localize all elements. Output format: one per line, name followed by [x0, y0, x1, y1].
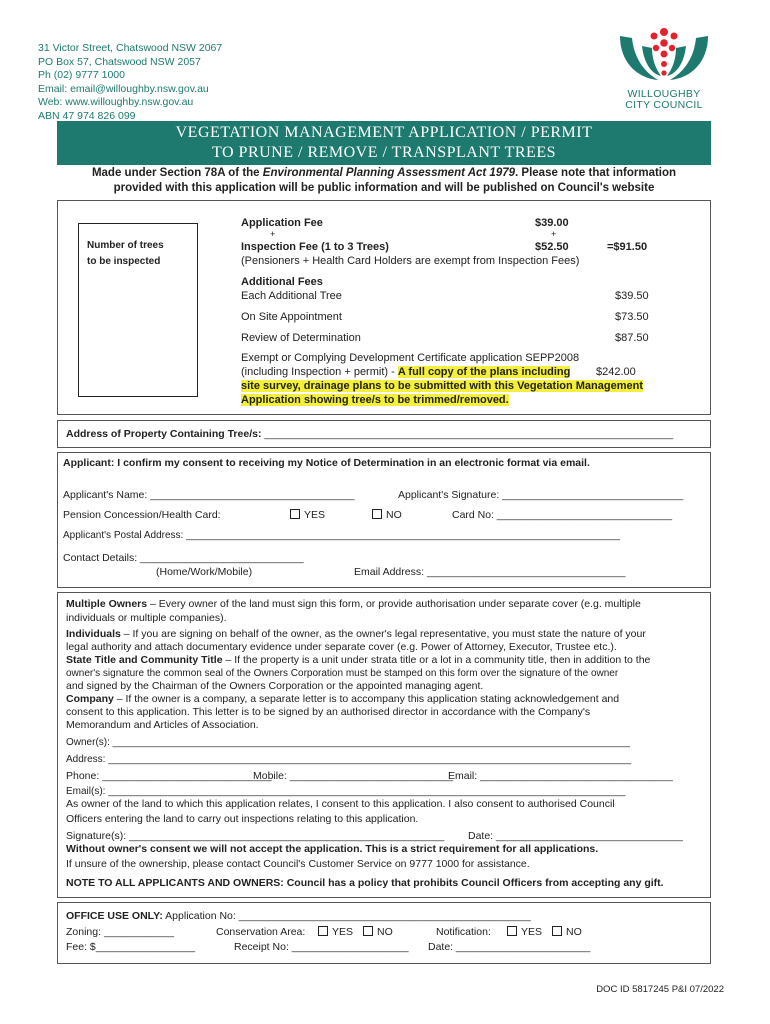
multiple-owners-text: – Every owner of the land must sign this form, or provide authorisation under separate cover (e.g. multiple	[147, 598, 641, 610]
yes-label: YES	[521, 926, 543, 938]
state-title-text: – If the property is a unit under strata title or a lot in a community title, then in addition to the	[222, 654, 651, 666]
exempt-cdc-value: $242.00	[596, 366, 636, 378]
web-line: Web: www.willoughby.nsw.gov.au	[38, 96, 194, 108]
pension-no-option[interactable]	[372, 509, 402, 521]
fee-field[interactable]: Fee: $_________________	[66, 941, 196, 953]
fee-row-value: $73.50	[615, 311, 649, 323]
logo-text-line2: CITY COUNCIL	[625, 99, 703, 111]
exempt-cdc-line2: (including Inspection + permit) -	[241, 366, 398, 378]
office-use-section	[57, 902, 711, 964]
yes-label: YES	[332, 926, 354, 938]
legislation-note	[57, 166, 711, 196]
plus-sign: +	[551, 229, 557, 239]
application-fee-label: Application Fee	[241, 217, 323, 229]
applicant-email-field[interactable]: Email Address: __________________________________	[354, 566, 626, 578]
checkbox-icon[interactable]	[363, 926, 373, 936]
owners-phone-field[interactable]: Phone: _____________________________	[66, 770, 272, 782]
multiple-owners-heading: Multiple Owners	[66, 598, 148, 610]
logo-icon	[614, 26, 714, 84]
additional-fees-heading: Additional Fees	[241, 276, 323, 288]
abn-line: ABN 47 974 826 099	[38, 109, 136, 122]
owners-email-field[interactable]: Email: _________________________________	[448, 770, 673, 782]
fee-row-value: $87.50	[615, 332, 649, 344]
no-label: NO	[377, 926, 393, 938]
checkbox-icon[interactable]	[372, 509, 382, 519]
notification-label: Notification:	[436, 926, 491, 938]
card-number-field[interactable]: Card No: ______________________________	[452, 509, 673, 521]
fee-row-label: On Site Appointment	[241, 311, 342, 323]
fee-row-value: $39.50	[615, 290, 649, 302]
exempt-cdc-line: Exempt or Complying Development Certificate application SEPP2008	[241, 352, 580, 364]
address-line: PO Box 57, Chatswood NSW 2057	[38, 55, 201, 68]
company-text-3: Memorandum and Articles of Association.	[66, 719, 259, 731]
state-title-text-2: owner's signature the common seal of the Owners Corporation must be stamped on this form over the signature of the owner	[66, 668, 619, 679]
no-label: NO	[386, 509, 402, 521]
plus-sign: +	[270, 229, 276, 239]
inspection-fee-label: Inspection Fee (1 to 3 Trees)	[241, 241, 389, 253]
fees-section	[57, 200, 711, 415]
fee-total: =$91.50	[607, 241, 648, 253]
receipt-number-field[interactable]: Receipt No: ____________________	[234, 941, 409, 953]
application-number-field[interactable]: Application No: __________________________________________________	[162, 910, 531, 922]
title-line1: VEGETATION MANAGEMENT APPLICATION / PERMIT	[175, 124, 593, 141]
individuals-text-2: legal authority and attach documentary evidence under separate cover (e.g. Power of Attorney, Executor, Trustee etc.).	[66, 641, 617, 653]
owners-section	[57, 592, 711, 898]
consent-dot: .	[586, 457, 590, 469]
pension-card-label: Pension Concession/Health Card:	[63, 509, 221, 521]
zoning-field[interactable]: Zoning: ____________	[66, 926, 175, 938]
title-banner	[57, 121, 711, 165]
exempt-note: (Pensioners + Health Card Holders are exempt from Inspection Fees)	[241, 255, 580, 267]
ownership-help-text: If unsure of the ownership, please contact Council's Customer Service on 9777 1000 for assistance.	[66, 858, 530, 870]
inspection-fee-value: $52.50	[535, 241, 569, 253]
no-label: NO	[566, 926, 582, 938]
owners-mobile-field[interactable]: Mobile: ____________________________	[253, 770, 454, 782]
logo-text-line1: WILLOUGHBY	[627, 88, 701, 100]
individuals-text: – If you are signing on behalf of the owner, as the owner's legal representative, you must state the nature of your	[120, 628, 646, 640]
notification-yes-option[interactable]	[507, 926, 542, 938]
number-of-trees-label-2: to be inspected	[87, 256, 161, 267]
yes-label: YES	[304, 509, 326, 521]
postal-address-field[interactable]: Applicant's Postal Address: ______________________________________________________________________________	[63, 530, 620, 541]
owners-emails-field[interactable]: Email(s): _____________________________________________________________________________________________	[66, 786, 626, 797]
plans-requirement-highlight-3: Application showing tree/s to be trimmed/removed.	[241, 394, 509, 406]
company-text: – If the owner is a company, a separate letter is to accompany this application stating acknowledgement and	[113, 693, 620, 705]
owner-date-field[interactable]: Date: ________________________________	[468, 830, 683, 842]
owner-consent-text-2: Officers entering the land to carry out inspections relating to this application.	[66, 813, 419, 825]
act-name: Environmental Planning Assessment Act 1979	[262, 167, 516, 179]
email-line: Email: email@willoughby.nsw.gov.au	[38, 82, 209, 95]
fee-row-label: Each Additional Tree	[241, 290, 342, 302]
owner-consent-text: As owner of the land to which this application relates, I consent to this application. I also consent to authorised Council	[66, 798, 615, 810]
contact-details-field[interactable]: Contact Details: ____________________________	[63, 552, 304, 564]
property-address-section	[57, 420, 711, 448]
multiple-owners-text-2: individuals or multiple companies).	[66, 612, 227, 624]
applicant-section	[57, 452, 711, 588]
plans-requirement-highlight-2: site survey, drainage plans to be submitted with this Vegetation Management	[241, 380, 643, 392]
legislation-text-end: . Please note that information	[515, 167, 677, 179]
gift-policy-note: NOTE TO ALL APPLICANTS AND OWNERS: Council has a policy that prohibits Council Officers from accepting any gift.	[66, 877, 664, 889]
number-of-trees-field[interactable]	[78, 223, 198, 397]
application-fee-value: $39.00	[535, 217, 569, 229]
owners-address-field[interactable]: Address: ______________________________________________________________________________________________	[66, 754, 632, 765]
contact-details-hint: (Home/Work/Mobile)	[156, 566, 253, 578]
property-address-label: Address of Property Containing Tree/s:	[66, 428, 265, 440]
phone-line: Ph (02) 9777 1000	[38, 69, 125, 81]
checkbox-icon[interactable]	[290, 509, 300, 519]
office-date-field[interactable]: Date: _______________________	[428, 941, 591, 953]
council-address-block	[38, 42, 222, 123]
property-address-field[interactable]: ______________________________________________________________________	[264, 428, 674, 440]
company-text-2: consent to this application. This letter is to be signed by an authorised director in accordance with the Company's	[66, 706, 591, 718]
applicant-name-field[interactable]: Applicant's Name: ___________________________________	[63, 489, 355, 501]
state-title-text-3: and signed by the Chairman of the Owners Corporation or the appointed managing agent.	[66, 680, 484, 692]
legislation-text: Made under Section 78A of the	[91, 167, 263, 179]
address-line: 31 Victor Street, Chatswood NSW 2067	[38, 42, 223, 54]
checkbox-icon[interactable]	[507, 926, 517, 936]
conservation-area-label: Conservation Area:	[216, 926, 306, 938]
company-heading: Company	[66, 693, 114, 705]
fee-row-label: Review of Determination	[241, 332, 361, 344]
checkbox-icon[interactable]	[552, 926, 562, 936]
conservation-yes-option[interactable]	[318, 926, 353, 938]
public-info-note: provided with this application will be public information and will be published on Council's website	[113, 182, 655, 194]
electronic-consent-text: Applicant: I confirm my consent to receiving my Notice of Determination in an electronic format via email	[63, 457, 587, 469]
conservation-no-option[interactable]	[363, 926, 393, 938]
council-logo	[604, 26, 724, 111]
individuals-heading: Individuals	[66, 628, 121, 640]
document-id: DOC ID 5817245 P&I 07/2022	[596, 984, 724, 995]
owners-name-field[interactable]: Owner(s): _____________________________________________________________________________________________	[66, 737, 630, 748]
applicant-signature-field[interactable]: Applicant's Signature: _______________________________	[398, 489, 684, 501]
checkbox-icon[interactable]	[318, 926, 328, 936]
title-line2: TO PRUNE / REMOVE / TRANSPLANT TREES	[212, 144, 556, 161]
pension-yes-option[interactable]	[290, 509, 325, 521]
state-title-heading: State Title and Community Title	[66, 654, 223, 666]
owner-consent-warning: Without owner's consent we will not accept the application. This is a strict requirement for all applications.	[66, 843, 599, 855]
number-of-trees-label: Number of trees	[87, 240, 164, 251]
notification-no-option[interactable]	[552, 926, 582, 938]
owner-signature-field[interactable]: Signature(s): ______________________________________________________	[66, 830, 445, 842]
office-use-heading: OFFICE USE ONLY:	[66, 910, 163, 922]
plans-requirement-highlight: A full copy of the plans including	[397, 366, 571, 378]
